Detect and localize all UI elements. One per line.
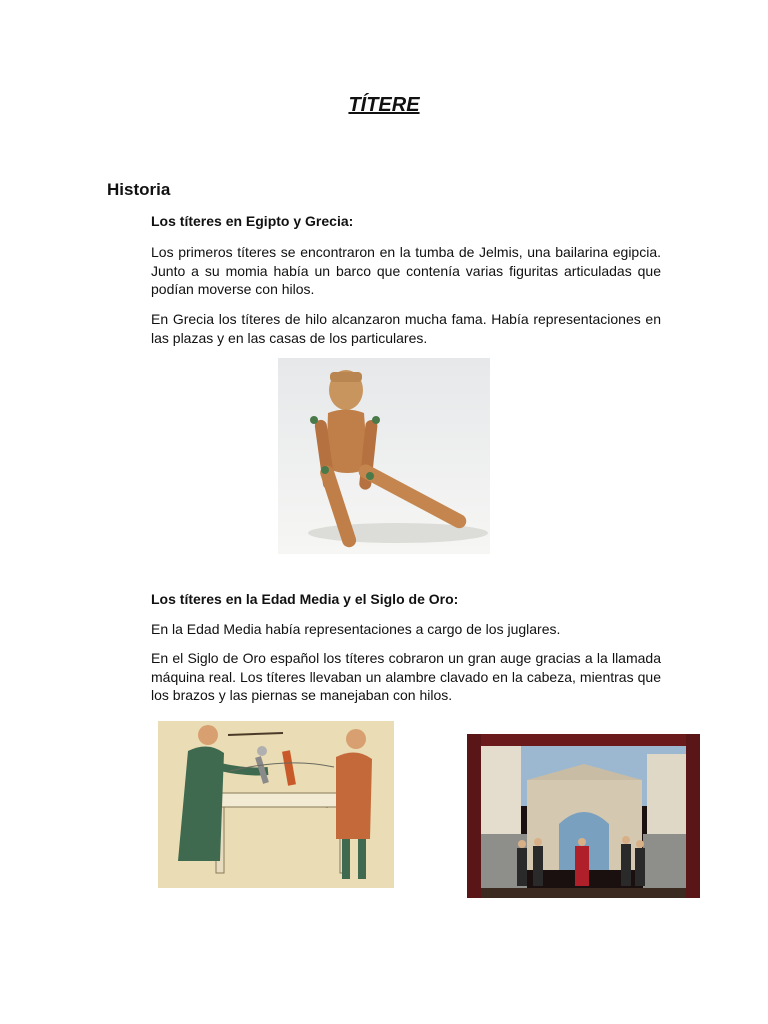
middle-ages-paragraph: En la Edad Media había representaciones a cargo de los juglares. bbox=[151, 621, 561, 637]
middle-ages-heading: Los títeres en la Edad Media y el Siglo de Oro: bbox=[151, 591, 459, 607]
medieval-illustration-image bbox=[158, 721, 394, 888]
greek-puppet-image bbox=[278, 358, 490, 554]
egypt-paragraph: Los primeros títeres se encontraron en la tumba de Jelmis, una bailarina egipcia. Junto a su momia había un barco que contenía varias figuritas articuladas que podían moverse con hilos. bbox=[151, 244, 661, 297]
greece-paragraph: En Grecia los títeres de hilo alcanzaron mucha fama. Había representaciones en las plazas y en las casas de los particulares. bbox=[151, 311, 661, 346]
puppet-theater-image bbox=[467, 734, 700, 898]
section-heading: Historia bbox=[107, 180, 171, 199]
egypt-greece-heading: Los títeres en Egipto y Grecia: bbox=[151, 213, 354, 229]
page-title: TÍTERE bbox=[348, 94, 420, 116]
golden-age-paragraph: En el Siglo de Oro español los títeres cobraron un gran auge gracias a la llamada máquina real. Los títeres llevaban un alambre clavado en la cabeza, mientras que los brazos y las piernas se manejaban con hilos. bbox=[151, 650, 661, 703]
